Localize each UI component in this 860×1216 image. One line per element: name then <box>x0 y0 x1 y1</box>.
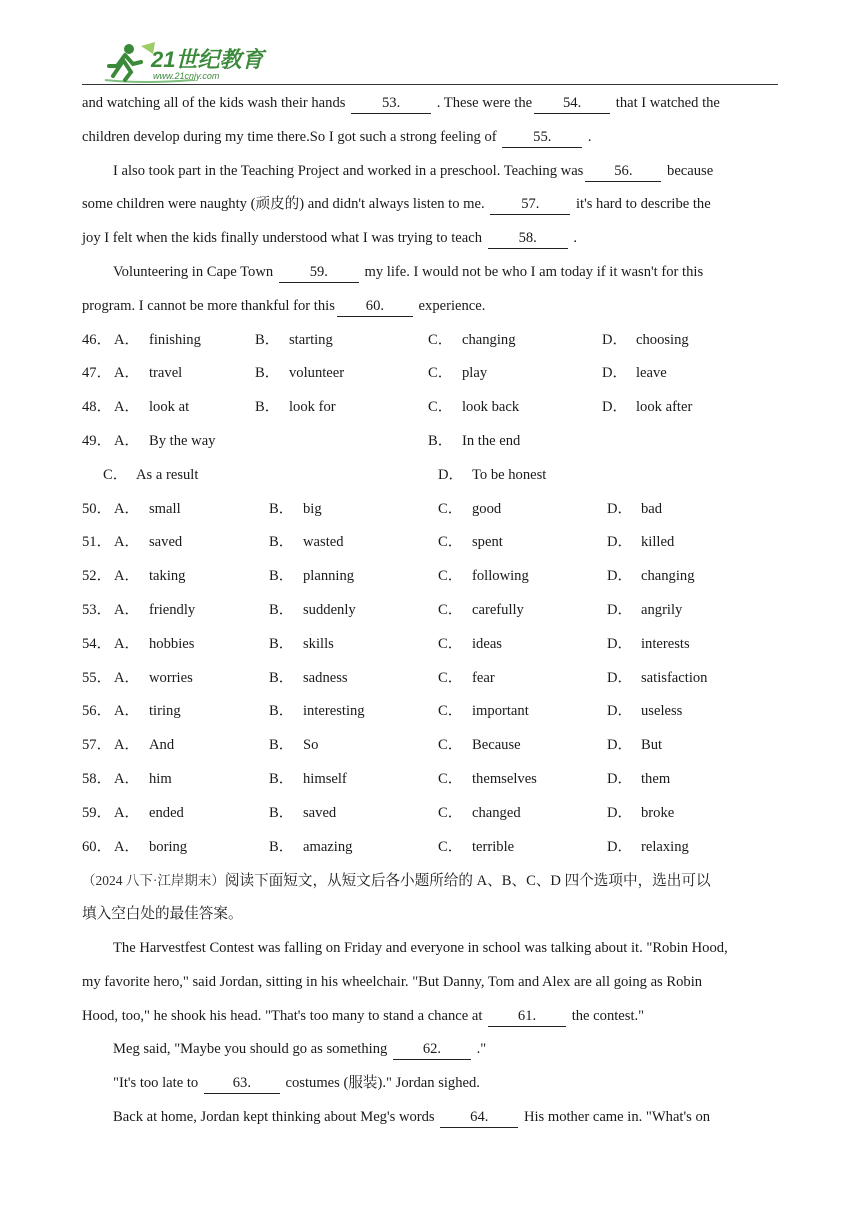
passage-line: Hood, too," he shook his head. "That's too many to stand a chance at 61. the contest." <box>82 1000 782 1034</box>
option-c: themselves <box>472 770 537 787</box>
passage-line: and watching all of the kids wash their hands 53. . These were the 54. that I watched the <box>82 87 782 121</box>
question-row: 56． A． tiring B． interesting C． important D． useless <box>82 695 782 729</box>
answer-blank: 58. <box>488 228 568 249</box>
source-label: （2024 八下·江岸期末） <box>82 873 225 889</box>
option-c: ideas <box>472 635 502 652</box>
question-row: 50． A． small B． big C． good D． bad <box>82 493 782 527</box>
option-c: Because <box>472 737 521 754</box>
document-body <box>82 87 782 1135</box>
option-c: changed <box>472 804 521 821</box>
option-b: volunteer <box>289 365 345 382</box>
site-logo <box>103 40 268 84</box>
option-d: bad <box>641 500 663 517</box>
option-b: wasted <box>303 534 344 551</box>
option-b: skills <box>303 635 334 652</box>
question-row: 52． A． taking B． planning C． following D． changing <box>82 560 782 594</box>
section-instruction: （2024 八下·江岸期末）阅读下面短文，从短文后各小题所给的 A、B、C、D 四个选项中，选出可以 <box>82 873 711 890</box>
option-d: angrily <box>641 601 683 618</box>
answer-blank: 62. <box>393 1039 471 1060</box>
answer-blank: 57. <box>490 194 570 215</box>
option-d: leave <box>636 365 667 382</box>
option-b: sadness <box>303 669 348 686</box>
option-d: look after <box>636 399 693 416</box>
option-a: boring <box>149 838 188 855</box>
option-c: important <box>472 703 529 720</box>
answer-blank: 53. <box>351 93 431 114</box>
option-b: planning <box>303 568 355 585</box>
question-row: 55． A． worries B． sadness C． fear D． satisfaction <box>82 662 782 696</box>
option-c: look back <box>462 399 520 416</box>
question-row: 49． A． By the way B． In the end <box>82 425 782 459</box>
option-b: amazing <box>303 838 353 855</box>
option-b: saved <box>303 804 337 821</box>
passage-line: some children were naughty (顽皮的) and didn't always listen to me. 57. it's hard to describe the <box>82 188 782 222</box>
option-c: carefully <box>472 601 524 618</box>
option-d: But <box>641 737 663 754</box>
question-row: 46． A． finishing B． starting C． changing D． choosing <box>82 324 782 358</box>
question-row-continued: C． As a result D． To be honest <box>82 459 782 493</box>
option-b: So <box>303 737 319 754</box>
option-c: following <box>472 568 529 585</box>
option-c: good <box>472 500 502 517</box>
option-a: look at <box>149 399 190 416</box>
option-b: look for <box>289 399 336 416</box>
option-b: In the end <box>462 432 521 449</box>
answer-blank: 55. <box>502 127 582 148</box>
option-d: changing <box>641 568 695 585</box>
passage-line: my favorite hero," said Jordan, sitting in his wheelchair. "But Danny, Tom and Alex are all going as Robin <box>82 973 703 990</box>
option-a: finishing <box>149 331 201 348</box>
option-b: starting <box>289 331 333 348</box>
passage-line: joy I felt when the kids finally understood what I was trying to teach 58. . <box>82 222 782 256</box>
option-a: hobbies <box>149 635 195 652</box>
option-a: small <box>149 500 181 517</box>
option-d: them <box>641 770 671 787</box>
option-a: taking <box>149 568 186 585</box>
option-a: friendly <box>149 601 196 618</box>
option-c: spent <box>472 534 503 551</box>
option-a: worries <box>149 669 193 686</box>
question-row: 60． A． boring B． amazing C． terrible D． relaxing <box>82 831 782 865</box>
option-c: As a result <box>136 466 199 483</box>
option-d: broke <box>641 804 675 821</box>
option-d: relaxing <box>641 838 689 855</box>
option-b: suddenly <box>303 601 356 618</box>
option-b: interesting <box>303 703 365 720</box>
answer-blank: 60. <box>337 296 413 317</box>
option-c: changing <box>462 331 516 348</box>
logo-url: www.21cnjy.com <box>153 71 220 81</box>
option-d: choosing <box>636 331 689 348</box>
option-b: himself <box>303 770 347 787</box>
option-d: useless <box>641 703 683 720</box>
question-row: 54． A． hobbies B． skills C． ideas D． interests <box>82 628 782 662</box>
header-divider <box>82 84 778 85</box>
question-row: 58． A． him B． himself C． themselves D． them <box>82 763 782 797</box>
answer-blank: 56. <box>585 161 661 182</box>
answer-blank: 64. <box>440 1107 518 1128</box>
option-c: fear <box>472 669 495 686</box>
option-d: satisfaction <box>641 669 708 686</box>
answer-blank: 63. <box>204 1073 280 1094</box>
question-row: 47． A． travel B． volunteer C． play D． leave <box>82 357 782 391</box>
answer-blank: 61. <box>488 1006 566 1027</box>
logo-text: 21世纪教育 <box>151 47 264 72</box>
option-a: ended <box>149 804 184 821</box>
question-row: 51． A． saved B． wasted C． spent D． killed <box>82 526 782 560</box>
passage-line: Back at home, Jordan kept thinking about Meg's words 64. His mother came in. "What's on <box>82 1101 782 1135</box>
option-a: him <box>149 770 172 787</box>
option-b: big <box>303 500 322 517</box>
passage-line: I also took part in the Teaching Project and worked in a preschool. Teaching was 56. because <box>82 155 782 189</box>
option-a: travel <box>149 365 183 382</box>
option-c: play <box>462 365 488 382</box>
passage-line: Volunteering in Cape Town 59. my life. I would not be who I am today if it wasn't for this <box>82 256 782 290</box>
option-a: By the way <box>149 432 216 449</box>
option-a: saved <box>149 534 183 551</box>
section-instruction-continued: 填入空白处的最佳答案。 <box>82 906 243 923</box>
passage-line: children develop during my time there.So I got such a strong feeling of 55. . <box>82 121 782 155</box>
passage-line: program. I cannot be more thankful for this 60. experience. <box>82 290 782 324</box>
option-a: And <box>149 737 175 754</box>
passage-line: The Harvestfest Contest was falling on Friday and everyone in school was talking about it. "Robin Hood, <box>113 939 728 956</box>
answer-blank: 54. <box>534 93 610 114</box>
option-d: To be honest <box>472 466 547 483</box>
page-header <box>0 0 860 86</box>
passage-line: "It's too late to 63. costumes (服装)." Jordan sighed. <box>82 1067 782 1101</box>
passage-line: Meg said, "Maybe you should go as something 62. ." <box>82 1033 782 1067</box>
question-row: 53． A． friendly B． suddenly C． carefully D． angrily <box>82 594 782 628</box>
option-a: tiring <box>149 703 181 720</box>
option-d: interests <box>641 635 690 652</box>
question-row: 57． A． And B． So C． Because D． But <box>82 729 782 763</box>
question-row: 59． A． ended B． saved C． changed D． broke <box>82 797 782 831</box>
option-d: killed <box>641 534 675 551</box>
question-row: 48． A． look at B． look for C． look back D． look after <box>82 391 782 425</box>
answer-blank: 59. <box>279 262 359 283</box>
option-c: terrible <box>472 838 515 855</box>
